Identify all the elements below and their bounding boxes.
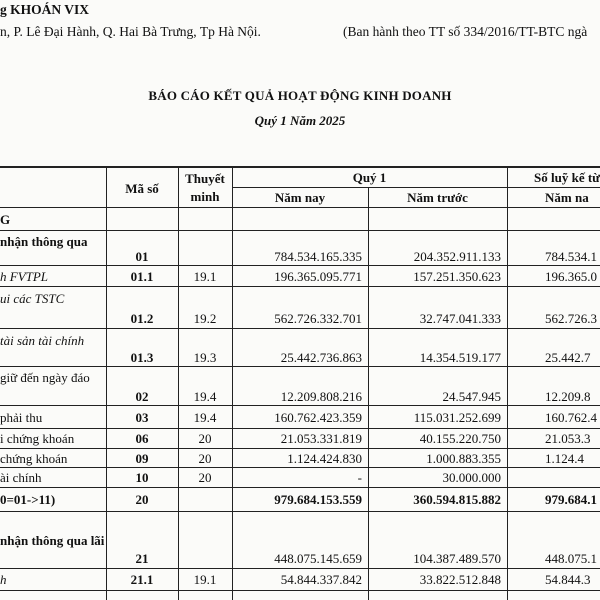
row-note: 19.1 — [193, 269, 217, 284]
report-title: BÁO CÁO KẾT QUẢ HOẠT ĐỘNG KINH DOANH — [148, 88, 452, 103]
row-code: 06 — [135, 431, 149, 446]
row-note: 19.2 — [193, 311, 217, 326]
row-ytd: 25.442.7 — [545, 350, 591, 365]
row-ytd: 160.762.4 — [545, 410, 597, 425]
row-last-year: 32.747.041.333 — [419, 311, 501, 326]
row-code: 21 — [135, 551, 149, 566]
row-this-year: 784.534.165.335 — [274, 249, 362, 264]
column-header-note-line2: minh — [190, 189, 220, 204]
row-label: i chứng khoán — [0, 431, 75, 446]
row-last-year: 40.155.220.750 — [419, 431, 501, 446]
row-label: giữ đến ngày đáo — [0, 370, 90, 385]
row-ytd: 784.534.1 — [545, 249, 597, 264]
row-last-year: 157.251.350.623 — [413, 269, 501, 284]
column-header-note-line1: Thuyết — [185, 171, 225, 186]
row-this-year: 562.726.332.701 — [274, 311, 362, 326]
row-ytd: 979.684.1 — [545, 492, 597, 507]
row-note: 20 — [198, 451, 212, 466]
row-note: 20 — [198, 470, 212, 485]
row-label: phải thu — [0, 410, 43, 425]
row-this-year: 1.124.424.830 — [287, 451, 362, 466]
row-this-year: - — [357, 470, 362, 485]
row-label: h — [0, 572, 7, 587]
row-code: 20 — [135, 492, 149, 507]
row-last-year: 33.822.512.848 — [419, 572, 501, 587]
row-this-year: 196.365.095.771 — [274, 269, 362, 284]
row-label: chứng khoán — [0, 451, 68, 466]
row-this-year: 979.684.153.559 — [274, 492, 362, 507]
row-this-year: 54.844.337.842 — [280, 572, 362, 587]
row-last-year: 24.547.945 — [442, 389, 501, 404]
row-last-year: 1.000.883.355 — [426, 451, 501, 466]
row-label: 0=01->11) — [0, 492, 56, 507]
row-note: 19.4 — [193, 389, 217, 404]
row-this-year: 25.442.736.863 — [280, 350, 362, 365]
row-label: nhận thông qua lãi — [0, 533, 105, 548]
row-last-year: 204.352.911.133 — [413, 249, 501, 264]
report-period: Quý 1 Năm 2025 — [254, 113, 346, 128]
company-name: g KHOÁN VIX — [0, 2, 90, 17]
row-code: 01.3 — [130, 350, 154, 365]
row-ytd: 448.075.1 — [545, 551, 597, 566]
row-code: 01.2 — [130, 311, 154, 326]
row-last-year: 360.594.815.882 — [413, 492, 501, 507]
row-last-year: 30.000.000 — [442, 470, 501, 485]
row-ytd: 1.124.4 — [545, 451, 584, 466]
row-code: 21.1 — [130, 572, 154, 587]
row-this-year: 21.053.331.819 — [280, 431, 362, 446]
row-label: ài chính — [0, 470, 42, 485]
column-header-ytd: Số luỹ kế từ — [534, 170, 600, 185]
row-last-year: 115.031.252.699 — [413, 410, 501, 425]
section-label: G — [0, 212, 11, 227]
row-label: h FVTPL — [0, 269, 49, 284]
column-header-code: Mã số — [125, 181, 159, 196]
row-label: ui các TSTC — [0, 291, 65, 306]
row-last-year: 14.354.519.177 — [419, 350, 501, 365]
column-header-last-year: Năm trước — [407, 190, 468, 205]
row-this-year: 12.209.808.216 — [280, 389, 362, 404]
column-header-this-year: Năm nay — [274, 190, 326, 205]
row-last-year: 104.387.489.570 — [413, 551, 501, 566]
row-ytd: 21.053.3 — [545, 431, 591, 446]
row-code: 01 — [135, 249, 149, 264]
column-header-quarter: Quý 1 — [352, 170, 387, 185]
row-code: 01.1 — [130, 269, 154, 284]
row-ytd: 54.844.3 — [545, 572, 591, 587]
row-note: 20 — [198, 431, 212, 446]
row-code: 03 — [135, 410, 149, 425]
row-note: 19.4 — [193, 410, 217, 425]
row-note: 19.3 — [193, 350, 217, 365]
row-code: 10 — [135, 470, 149, 485]
row-code: 02 — [135, 389, 149, 404]
row-code: 09 — [135, 451, 149, 466]
company-address: n, P. Lê Đại Hành, Q. Hai Bà Trưng, Tp Hà Nội. — [0, 24, 261, 39]
row-ytd: 12.209.8 — [545, 389, 591, 404]
row-note: 19.1 — [193, 572, 217, 587]
row-this-year: 160.762.423.359 — [274, 410, 362, 425]
row-label: tài sản tài chính — [0, 333, 85, 348]
row-this-year: 448.075.145.659 — [274, 551, 362, 566]
circular-reference: (Ban hành theo TT số 334/2016/TT-BTC ngà — [343, 24, 588, 39]
column-header-ytd-this-year: Năm na — [545, 190, 589, 205]
row-ytd: 196.365.0 — [545, 269, 597, 284]
row-ytd: 562.726.3 — [545, 311, 597, 326]
row-label: nhận thông qua — [0, 234, 88, 249]
